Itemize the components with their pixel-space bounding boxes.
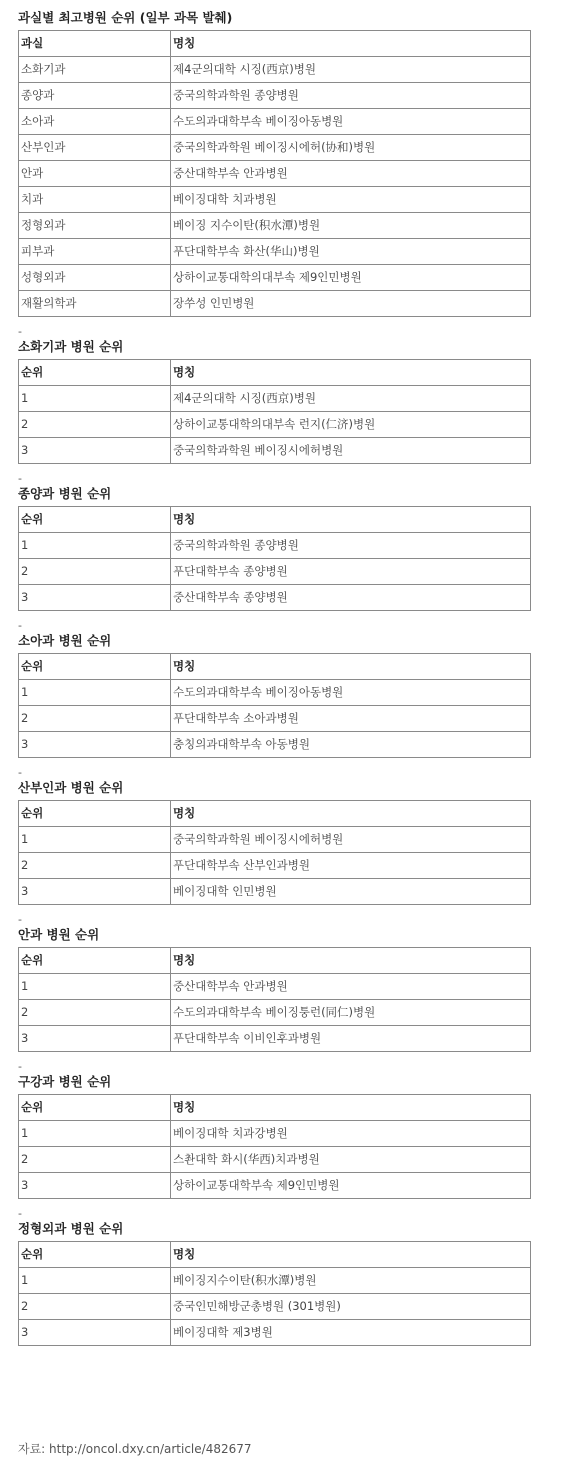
hospital-name-cell: 중국의학과학원 종양병원 (171, 533, 531, 559)
row-key-cell: 2 (19, 1294, 171, 1320)
table-row (19, 1268, 531, 1294)
hospital-name-cell: 베이징지수이탄(积水潭)병원 (171, 1268, 531, 1294)
hospital-name-cell: 충칭의과대학부속 아동병원 (171, 732, 531, 758)
row-key-cell: 2 (19, 559, 171, 585)
hospital-name-cell: 중국의학과학원 베이징시에허병원 (171, 827, 531, 853)
column-header: 순위 (19, 507, 171, 533)
table-row (19, 879, 531, 905)
separator-dash: - (18, 913, 22, 926)
table-row (19, 438, 531, 464)
column-header: 순위 (19, 654, 171, 680)
column-header: 명칭 (171, 654, 531, 680)
column-header: 순위 (19, 948, 171, 974)
table-header-row (19, 1242, 531, 1268)
table-header-row (19, 360, 531, 386)
main-table-title: 과실별 최고병원 순위 (일부 과목 발췌) (18, 10, 233, 25)
separator-dash: - (18, 472, 22, 485)
row-key-cell: 피부과 (19, 239, 171, 265)
table-row (19, 1320, 531, 1346)
section-ranking-table-body (19, 507, 531, 611)
table-row (19, 265, 531, 291)
column-header: 명칭 (171, 1242, 531, 1268)
table-header-row (19, 654, 531, 680)
row-key-cell: 소화기과 (19, 57, 171, 83)
hospital-name-cell: 중산대학부속 안과병원 (171, 974, 531, 1000)
section-title: 안과 병원 순위 (18, 927, 100, 942)
column-header: 명칭 (171, 507, 531, 533)
table-row (19, 239, 531, 265)
separator-dash: - (18, 766, 22, 779)
row-key-cell: 1 (19, 680, 171, 706)
section-ranking-table (18, 1094, 531, 1199)
table-row (19, 1294, 531, 1320)
row-key-cell: 1 (19, 1268, 171, 1294)
hospital-name-cell: 수도의과대학부속 베이징아동병원 (171, 109, 531, 135)
hospital-name-cell: 제4군의대학 시징(西京)병원 (171, 57, 531, 83)
table-row (19, 1026, 531, 1052)
column-header: 명칭 (171, 1095, 531, 1121)
row-key-cell: 종양과 (19, 83, 171, 109)
hospital-name-cell: 푸단대학부속 화산(华山)병원 (171, 239, 531, 265)
table-row (19, 1173, 531, 1199)
table-row (19, 1147, 531, 1173)
section-ranking-table-body (19, 1095, 531, 1199)
section-ranking-table (18, 1241, 531, 1346)
row-key-cell: 3 (19, 732, 171, 758)
hospital-name-cell: 중국의학과학원 베이징시에허(协和)병원 (171, 135, 531, 161)
row-key-cell: 2 (19, 412, 171, 438)
table-row (19, 187, 531, 213)
main-ranking-table-body (19, 31, 531, 317)
hospital-name-cell: 제4군의대학 시징(西京)병원 (171, 386, 531, 412)
table-row (19, 83, 531, 109)
column-header: 명칭 (171, 360, 531, 386)
table-row (19, 57, 531, 83)
row-key-cell: 1 (19, 974, 171, 1000)
hospital-name-cell: 장쑤성 인민병원 (171, 291, 531, 317)
row-key-cell: 3 (19, 1173, 171, 1199)
section-title: 종양과 병원 순위 (18, 486, 112, 501)
hospital-name-cell: 푸단대학부속 산부인과병원 (171, 853, 531, 879)
column-header: 명칭 (171, 801, 531, 827)
column-header: 순위 (19, 801, 171, 827)
column-header: 명칭 (171, 31, 531, 57)
separator-dash: - (18, 1060, 22, 1073)
table-row (19, 585, 531, 611)
hospital-name-cell: 중산대학부속 안과병원 (171, 161, 531, 187)
hospital-name-cell: 푸단대학부속 종양병원 (171, 559, 531, 585)
section-ranking-table-body (19, 654, 531, 758)
table-row (19, 853, 531, 879)
separator-dash: - (18, 619, 22, 632)
section-list (18, 317, 531, 1346)
hospital-name-cell: 베이징대학 치과강병원 (171, 1121, 531, 1147)
hospital-name-cell: 중국인민해방군총병원 (301병원) (171, 1294, 531, 1320)
section-ranking-table (18, 359, 531, 464)
row-key-cell: 3 (19, 585, 171, 611)
table-header-row (19, 948, 531, 974)
table-row (19, 1121, 531, 1147)
row-key-cell: 1 (19, 533, 171, 559)
row-key-cell: 2 (19, 1147, 171, 1173)
row-key-cell: 2 (19, 853, 171, 879)
section-ranking-table-body (19, 948, 531, 1052)
table-row (19, 386, 531, 412)
column-header: 명칭 (171, 948, 531, 974)
section-ranking-table (18, 947, 531, 1052)
table-header-row (19, 1095, 531, 1121)
row-key-cell: 안과 (19, 161, 171, 187)
hospital-name-cell: 스촨대학 화시(华西)치과병원 (171, 1147, 531, 1173)
table-row (19, 109, 531, 135)
hospital-name-cell: 베이징대학 제3병원 (171, 1320, 531, 1346)
separator-dash: - (18, 325, 22, 338)
table-row (19, 135, 531, 161)
hospital-name-cell: 베이징대학 인민병원 (171, 879, 531, 905)
table-row (19, 974, 531, 1000)
table-row (19, 732, 531, 758)
section-ranking-table (18, 653, 531, 758)
section-ranking-table-body (19, 801, 531, 905)
hospital-name-cell: 중산대학부속 종양병원 (171, 585, 531, 611)
row-key-cell: 재활의학과 (19, 291, 171, 317)
hospital-name-cell: 상하이교통대학의대부속 런지(仁济)병원 (171, 412, 531, 438)
column-header: 순위 (19, 360, 171, 386)
section-title: 소아과 병원 순위 (18, 633, 112, 648)
section-title: 정형외과 병원 순위 (18, 1221, 124, 1236)
hospital-name-cell: 베이징 지수이탄(积水潭)병원 (171, 213, 531, 239)
separator-dash: - (18, 1207, 22, 1220)
section-ranking-table-body (19, 1242, 531, 1346)
table-row (19, 680, 531, 706)
row-key-cell: 산부인과 (19, 135, 171, 161)
section-ranking-table (18, 506, 531, 611)
source-link[interactable]: 자료: http://oncol.dxy.cn/article/482677 (18, 1442, 252, 1456)
row-key-cell: 1 (19, 386, 171, 412)
table-row (19, 706, 531, 732)
table-row (19, 533, 531, 559)
row-key-cell: 3 (19, 1320, 171, 1346)
row-key-cell: 1 (19, 1121, 171, 1147)
row-key-cell: 소아과 (19, 109, 171, 135)
table-row (19, 291, 531, 317)
row-key-cell: 1 (19, 827, 171, 853)
table-row (19, 213, 531, 239)
row-key-cell: 성형외과 (19, 265, 171, 291)
row-key-cell: 치과 (19, 187, 171, 213)
main-ranking-table (18, 30, 531, 317)
section-title: 소화기과 병원 순위 (18, 339, 124, 354)
table-header-row (19, 31, 531, 57)
hospital-name-cell: 중국의학과학원 베이징시에허병원 (171, 438, 531, 464)
hospital-name-cell: 중국의학과학원 종양병원 (171, 83, 531, 109)
column-header: 순위 (19, 1095, 171, 1121)
row-key-cell: 3 (19, 879, 171, 905)
row-key-cell: 정형외과 (19, 213, 171, 239)
hospital-name-cell: 푸단대학부속 이비인후과병원 (171, 1026, 531, 1052)
table-row (19, 412, 531, 438)
section-ranking-table-body (19, 360, 531, 464)
column-header: 순위 (19, 1242, 171, 1268)
table-row (19, 1000, 531, 1026)
row-key-cell: 3 (19, 438, 171, 464)
table-header-row (19, 801, 531, 827)
row-key-cell: 3 (19, 1026, 171, 1052)
section-title: 구강과 병원 순위 (18, 1074, 112, 1089)
section-title: 산부인과 병원 순위 (18, 780, 124, 795)
table-row (19, 827, 531, 853)
row-key-cell: 2 (19, 706, 171, 732)
column-header: 과실 (19, 31, 171, 57)
table-row (19, 559, 531, 585)
hospital-name-cell: 상하이교통대학의대부속 제9인민병원 (171, 265, 531, 291)
hospital-name-cell: 베이징대학 치과병원 (171, 187, 531, 213)
hospital-name-cell: 수도의과대학부속 베이징아동병원 (171, 680, 531, 706)
table-header-row (19, 507, 531, 533)
hospital-name-cell: 수도의과대학부속 베이징퉁런(同仁)병원 (171, 1000, 531, 1026)
hospital-name-cell: 푸단대학부속 소아과병원 (171, 706, 531, 732)
hospital-name-cell: 상하이교통대학부속 제9인민병원 (171, 1173, 531, 1199)
table-row (19, 161, 531, 187)
section-ranking-table (18, 800, 531, 905)
row-key-cell: 2 (19, 1000, 171, 1026)
